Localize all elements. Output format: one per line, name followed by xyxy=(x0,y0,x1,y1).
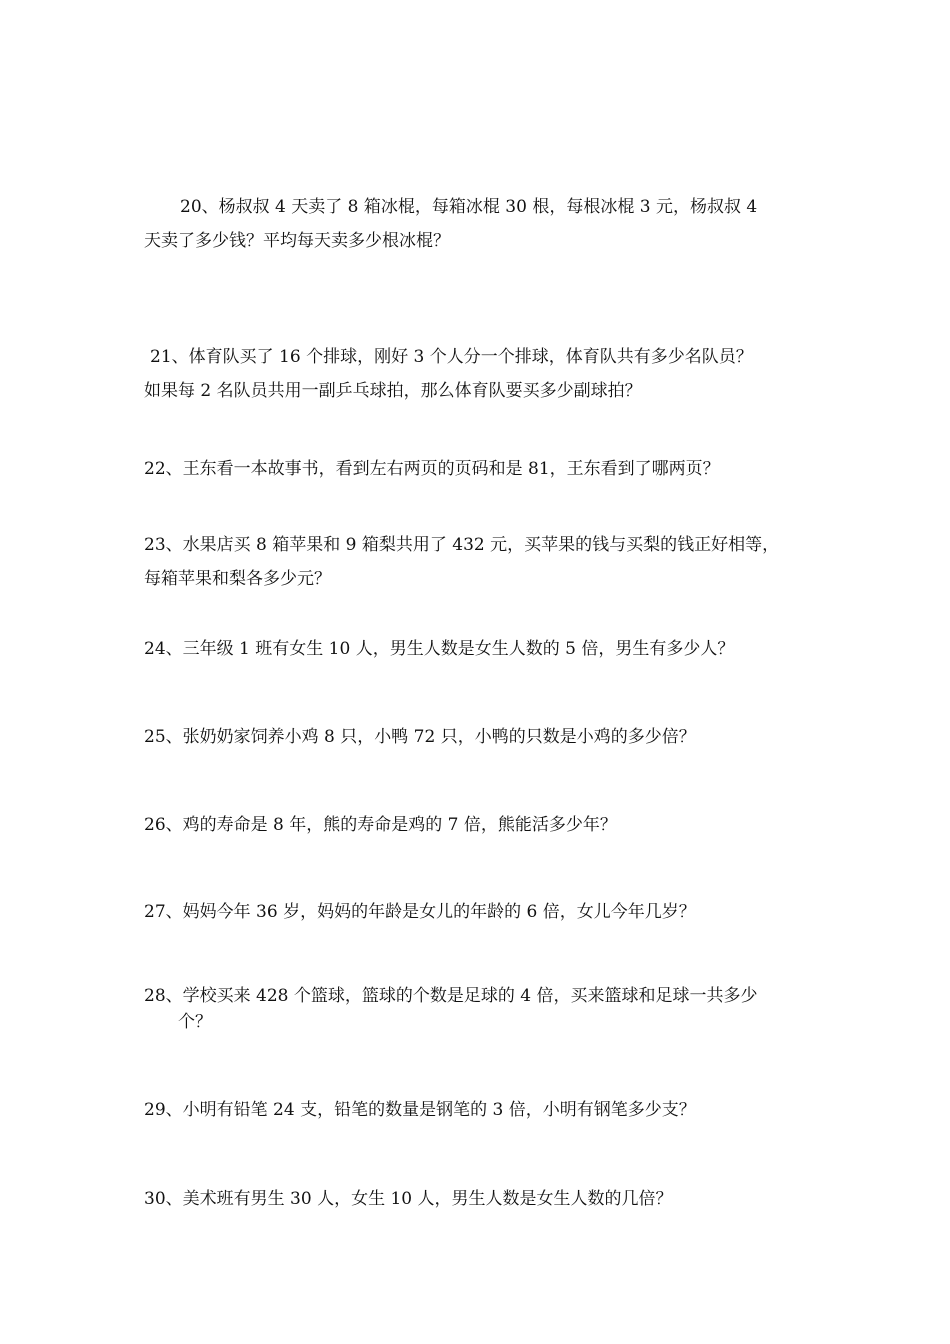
question-line: 个？ xyxy=(178,1012,212,1032)
question-line: 29、小明有铅笔 24 支，铅笔的数量是钢笔的 3 倍，小明有钢笔多少支？ xyxy=(144,1100,696,1120)
question-line: 25、张奶奶家饲养小鸡 8 只，小鸭 72 只，小鸭的只数是小鸡的多少倍？ xyxy=(144,727,696,747)
question-25 xyxy=(144,720,824,754)
question-line: 30、美术班有男生 30 人，女生 10 人，男生人数是女生人数的几倍？ xyxy=(144,1189,673,1209)
question-28 xyxy=(144,983,824,1035)
question-26 xyxy=(144,808,824,842)
question-24 xyxy=(144,632,824,666)
question-22 xyxy=(144,452,824,486)
question-line: 20、杨叔叔 4 天卖了 8 箱冰棍，每箱冰棍 30 根，每根冰棍 3 元，杨叔叔 4 xyxy=(180,197,758,217)
question-line: 如果每 2 名队员共用一副乒乓球拍，那么体育队要买多少副球拍？ xyxy=(144,381,642,401)
question-line: 每箱苹果和梨各多少元？ xyxy=(144,569,331,589)
question-line: 28、学校买来 428 个篮球，篮球的个数是足球的 4 倍，买来篮球和足球一共多少 xyxy=(144,986,758,1006)
question-20 xyxy=(144,190,824,258)
question-line: 27、妈妈今年 36 岁，妈妈的年龄是女儿的年龄的 6 倍，女儿今年几岁？ xyxy=(144,902,696,922)
question-23 xyxy=(144,528,824,596)
question-line: 21、体育队买了 16 个排球，刚好 3 个人分一个排球，体育队共有多少名队员？ xyxy=(150,347,753,367)
question-line: 22、王东看一本故事书，看到左右两页的页码和是 81，王东看到了哪两页？ xyxy=(144,459,720,479)
question-21 xyxy=(144,340,824,408)
question-30 xyxy=(144,1182,824,1216)
question-line: 26、鸡的寿命是 8 年，熊的寿命是鸡的 7 倍，熊能活多少年？ xyxy=(144,815,617,835)
question-27 xyxy=(144,895,824,929)
question-line: 24、三年级 1 班有女生 10 人，男生人数是女生人数的 5 倍，男生有多少人？ xyxy=(144,639,735,659)
question-line: 23、水果店买 8 箱苹果和 9 箱梨共用了 432 元，买苹果的钱与买梨的钱正好相等， xyxy=(144,535,780,555)
question-line: 天卖了多少钱？平均每天卖多少根冰棍？ xyxy=(144,231,450,251)
question-29 xyxy=(144,1093,824,1127)
